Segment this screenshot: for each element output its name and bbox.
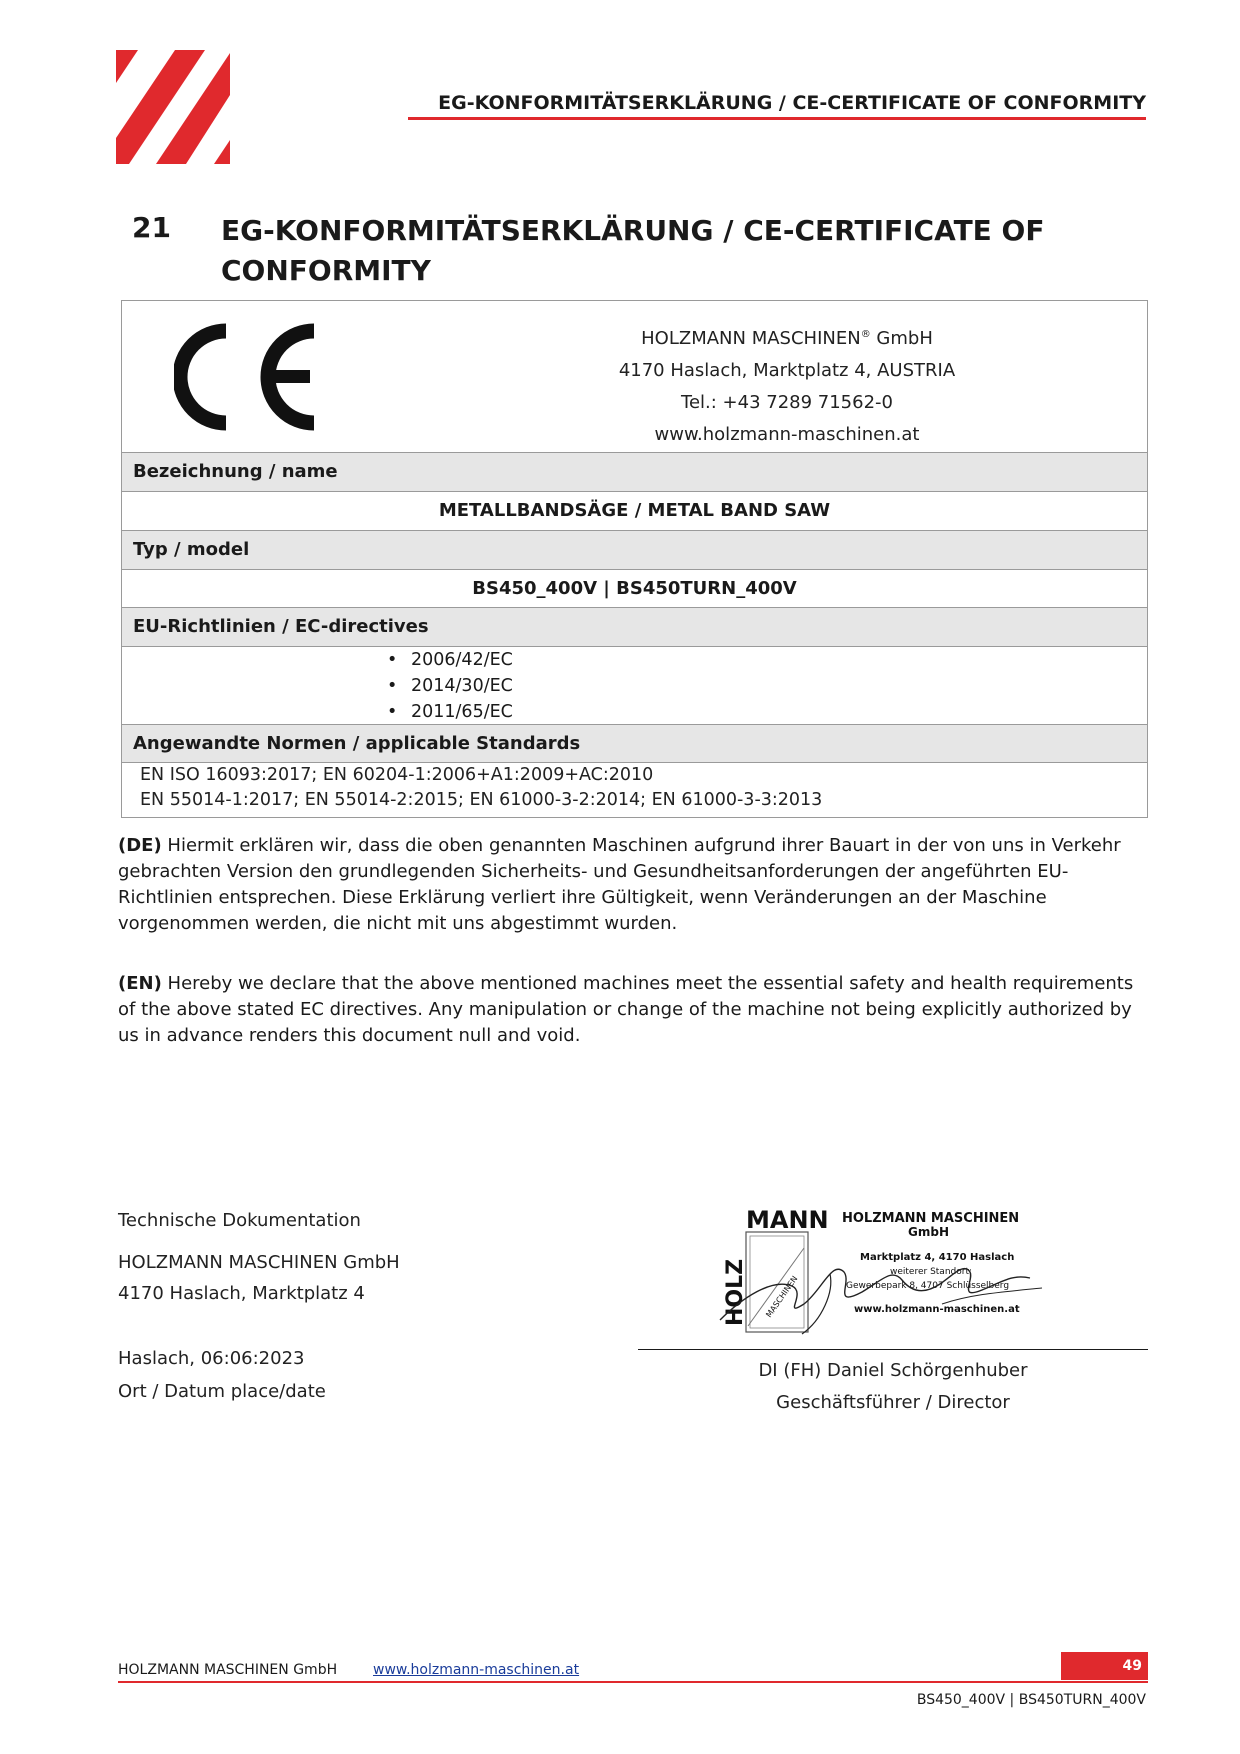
company-address-block <box>552 319 1022 451</box>
declaration-de <box>118 833 1138 937</box>
row-model-value <box>122 569 1147 607</box>
list-item: • 2006/42/EC <box>387 647 513 673</box>
signatory-title: Geschäftsführer / Director <box>776 1392 1010 1413</box>
documentation-company: HOLZMANN MASCHINEN GmbH <box>118 1252 400 1273</box>
stamp-address2: weiterer Standort: <box>890 1267 973 1277</box>
footer-model: BS450_400V | BS450TURN_400V <box>916 1692 1146 1708</box>
row-standards-value <box>122 762 1147 818</box>
list-item: • 2014/30/EC <box>387 673 513 699</box>
stamp-company: HOLZMANN MASCHINEN <box>842 1211 1020 1226</box>
name-label: Bezeichnung / name <box>133 461 338 482</box>
header-title: EG-KONFORMITÄTSERKLÄRUNG / CE-CERTIFICATE OF CONFORMITY <box>438 92 1146 114</box>
footer-website-link[interactable]: www.holzmann-maschinen.at <box>373 1662 580 1678</box>
section-title-line2: CONFORMITY <box>221 254 431 287</box>
stamp-logo-top: MANN <box>746 1208 829 1234</box>
stamp-web: www.holzmann-maschinen.at <box>854 1304 1020 1315</box>
directives-list <box>387 647 513 725</box>
row-standards-label <box>122 724 1147 762</box>
company-address: 4170 Haslach, Marktplatz 4, AUSTRIA <box>618 360 956 381</box>
place-date: Haslach, 06:06:2023 <box>118 1348 305 1369</box>
company-stamp <box>712 1208 1052 1338</box>
stamp-address3: Gewerbepark 8, 4707 Schlüsselberg <box>846 1281 1010 1291</box>
stamp-logo-diag: MASCHINEN <box>764 1274 800 1320</box>
row-name-label <box>122 452 1147 491</box>
model-label: Typ / model <box>133 539 250 560</box>
row-directives-label <box>122 607 1147 646</box>
company-phone: Tel.: +43 7289 71562-0 <box>681 392 893 413</box>
declaration-en-text: Hereby we declare that the above mentioned machines meet the essential safety and health requirements of the above stated EC directives. Any manipulation or change of the machine not being explicitly authorized by us in advance renders this document null and void. <box>118 973 1134 1046</box>
standards-line-1: EN ISO 16093:2017; EN 60204-1:2006+A1:2009+AC:2010 <box>140 765 654 785</box>
footer-rule <box>118 1681 1148 1683</box>
company-website: www.holzmann-maschinen.at <box>654 424 920 445</box>
directives-label: EU-Richtlinien / EC-directives <box>133 616 429 637</box>
row-name-value <box>122 491 1147 530</box>
brand-stripes-logo <box>116 50 230 164</box>
footer-company: HOLZMANN MASCHINEN GmbH <box>118 1662 338 1678</box>
signature-rule <box>638 1349 1148 1350</box>
company-name: HOLZMANN MASCHINEN® GmbH <box>641 328 933 349</box>
standards-line-2: EN 55014-1:2017; EN 55014-2:2015; EN 61000-3-2:2014; EN 61000-3-3:2013 <box>140 790 823 810</box>
signatory-name: DI (FH) Daniel Schörgenhuber <box>758 1360 1028 1381</box>
declaration-en <box>118 971 1138 1049</box>
list-item: • 2011/65/EC <box>387 699 513 725</box>
page-number: 49 <box>1122 1658 1142 1674</box>
section-number: 21 <box>132 211 171 244</box>
declaration-en-lang: (EN) <box>118 973 162 994</box>
ce-mark-icon <box>174 323 324 431</box>
model-value: BS450_400V | BS450TURN_400V <box>472 578 797 599</box>
standards-label: Angewandte Normen / applicable Standards <box>133 733 581 754</box>
declaration-de-text: Hiermit erklären wir, dass die oben genannten Maschinen aufgrund ihrer Bauart in der von uns in Verkehr gebrachten Version den grundlegenden Sicherheits- und Gesundheitsanforderungen der angeführten EU-Richtlinien entsprechen. Diese Erklärung verliert ihre Gültigkeit, wenn Veränderungen an der Maschine vorgenommen werden, die nicht mit uns abgestimmt wurden. <box>118 835 1121 934</box>
declaration-de-lang: (DE) <box>118 835 162 856</box>
stamp-logo-side: HOLZ <box>723 1258 748 1326</box>
stamp-gmbh: GmbH <box>908 1225 949 1239</box>
section-title-line1: EG-KONFORMITÄTSERKLÄRUNG / CE-CERTIFICATE OF <box>221 214 1045 247</box>
name-value: METALLBANDSÄGE / METAL BAND SAW <box>438 500 831 521</box>
section-title <box>221 211 1121 291</box>
page-number-box <box>1061 1652 1148 1680</box>
documentation-label: Technische Dokumentation <box>118 1210 361 1231</box>
place-date-label: Ort / Datum place/date <box>118 1381 326 1402</box>
row-model-label <box>122 530 1147 569</box>
documentation-address: 4170 Haslach, Marktplatz 4 <box>118 1283 365 1304</box>
stamp-address1: Marktplatz 4, 4170 Haslach <box>860 1252 1015 1263</box>
certificate-table <box>121 300 1148 818</box>
header-rule <box>408 117 1146 120</box>
row-directives-list <box>122 646 1147 724</box>
